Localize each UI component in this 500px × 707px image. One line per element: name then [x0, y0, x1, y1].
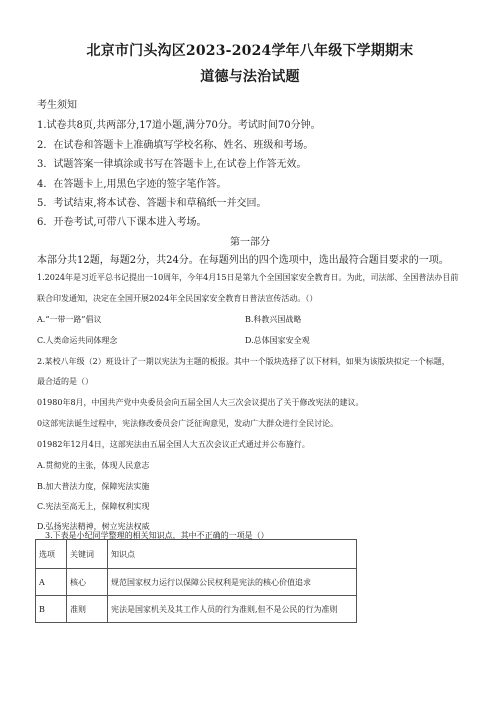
- q2-option-d: D.弘扬宪法精神，树立宪法权威: [37, 522, 150, 531]
- q1-stem-line2: 联合印发通知，决定在全国开展2024年全民国家安全教育日普法宣传活动。（）: [37, 294, 318, 303]
- table-cell: A: [36, 569, 67, 596]
- notice-item: 4．在答题卡上,用黑色字迹的签字笔作答。: [37, 179, 227, 190]
- q2-material: 0这部宪法诞生过程中，宪法修改委员会广泛征询意见，发动广大群众进行全民讨论。: [37, 419, 339, 428]
- notice-item: 2．在试卷和答题卡上准确填写学校名称、姓名、班级和考场。: [37, 140, 314, 151]
- part1-intro: 本部分共12题，每题2分，共24分。在每题列出的四个选项中，选出最符合题目要求的一项。: [37, 255, 449, 266]
- part1-title: 第一部分: [230, 237, 270, 248]
- table-header-cell: 选项: [36, 540, 67, 569]
- table-cell: 核心: [67, 569, 108, 596]
- q2-stem-line2: 最合适的是（）: [37, 377, 93, 386]
- q1-option-c: C.人类命运共同体理念: [37, 336, 118, 345]
- q1-stem-line1: 1.2024年是习近平总书记提出一10周年，今年4月15日是第九个全国国家安全教育日。为此，司法部、全国普法办目前: [37, 273, 459, 282]
- table-cell: 规范国家权力运行以保障公民权利是宪法的核心价值追求: [108, 569, 357, 596]
- notice-item: 6．开卷考试,可带八下课本进入考场。: [37, 217, 207, 228]
- table-cell: 准则: [67, 596, 108, 623]
- notice-item: 3．试题答案一律填涂或书写在答题卡上,在试卷上作答无效。: [37, 159, 307, 170]
- q1-option-a: A.“一带一路”倡议: [37, 315, 102, 324]
- q2-option-b: B.加大普法力度，保障宪法实施: [37, 482, 150, 491]
- exam-title-line1: 北京市门头沟区2023-2024学年八年级下学期期末: [86, 43, 414, 59]
- q3-knowledge-table: [35, 539, 357, 623]
- table-header-cell: 知识点: [108, 540, 357, 569]
- q1-option-b: B.科教兴国战略: [245, 315, 302, 324]
- notice-item: 5．考试结束,将本试卷、答题卡和草稿纸一并交回。: [37, 198, 267, 209]
- q2-option-a: A.贯彻党的主张，体现人民意志: [37, 461, 150, 470]
- table-cell: 宪法是国家机关及其工作人员的行为准则,但不是公民的行为准则: [108, 596, 357, 623]
- q1-option-d: D.总体国家安全观: [245, 336, 310, 345]
- table-row: [36, 569, 357, 596]
- notice-item: 1.试卷共8页,共两部分,17道小题,满分70分。考试时间70分钟。: [37, 120, 321, 131]
- table-cell: B: [36, 596, 67, 623]
- table-row: [36, 596, 357, 623]
- q2-option-c: C.宪法至高无上，保障权利实现: [37, 502, 150, 511]
- table-header-cell: 关键词: [67, 540, 108, 569]
- q2-material: 01982年12月4日，这部宪法由五届全国人大五次会议正式通过并公布施行。: [37, 440, 310, 449]
- exam-title-line2: 道德与法治试题: [200, 69, 300, 85]
- q2-material: 01980年8月，中国共产党中央委员会向五届全国人大三次会议提出了关于修改宪法的建议。: [37, 398, 364, 407]
- table-header-row: [36, 540, 357, 569]
- q2-stem-line1: 2.某校八年级（2）班设计了一期以宪法为主题的板报。其中一个版块选择了以下材料，如果为该版块拟定一个标题，: [37, 357, 450, 366]
- q3-stem: 3.下表是小纪同学整理的相关知识点，其中不正确的一项是（）: [45, 531, 269, 540]
- notice-heading: 考生须知: [37, 100, 77, 111]
